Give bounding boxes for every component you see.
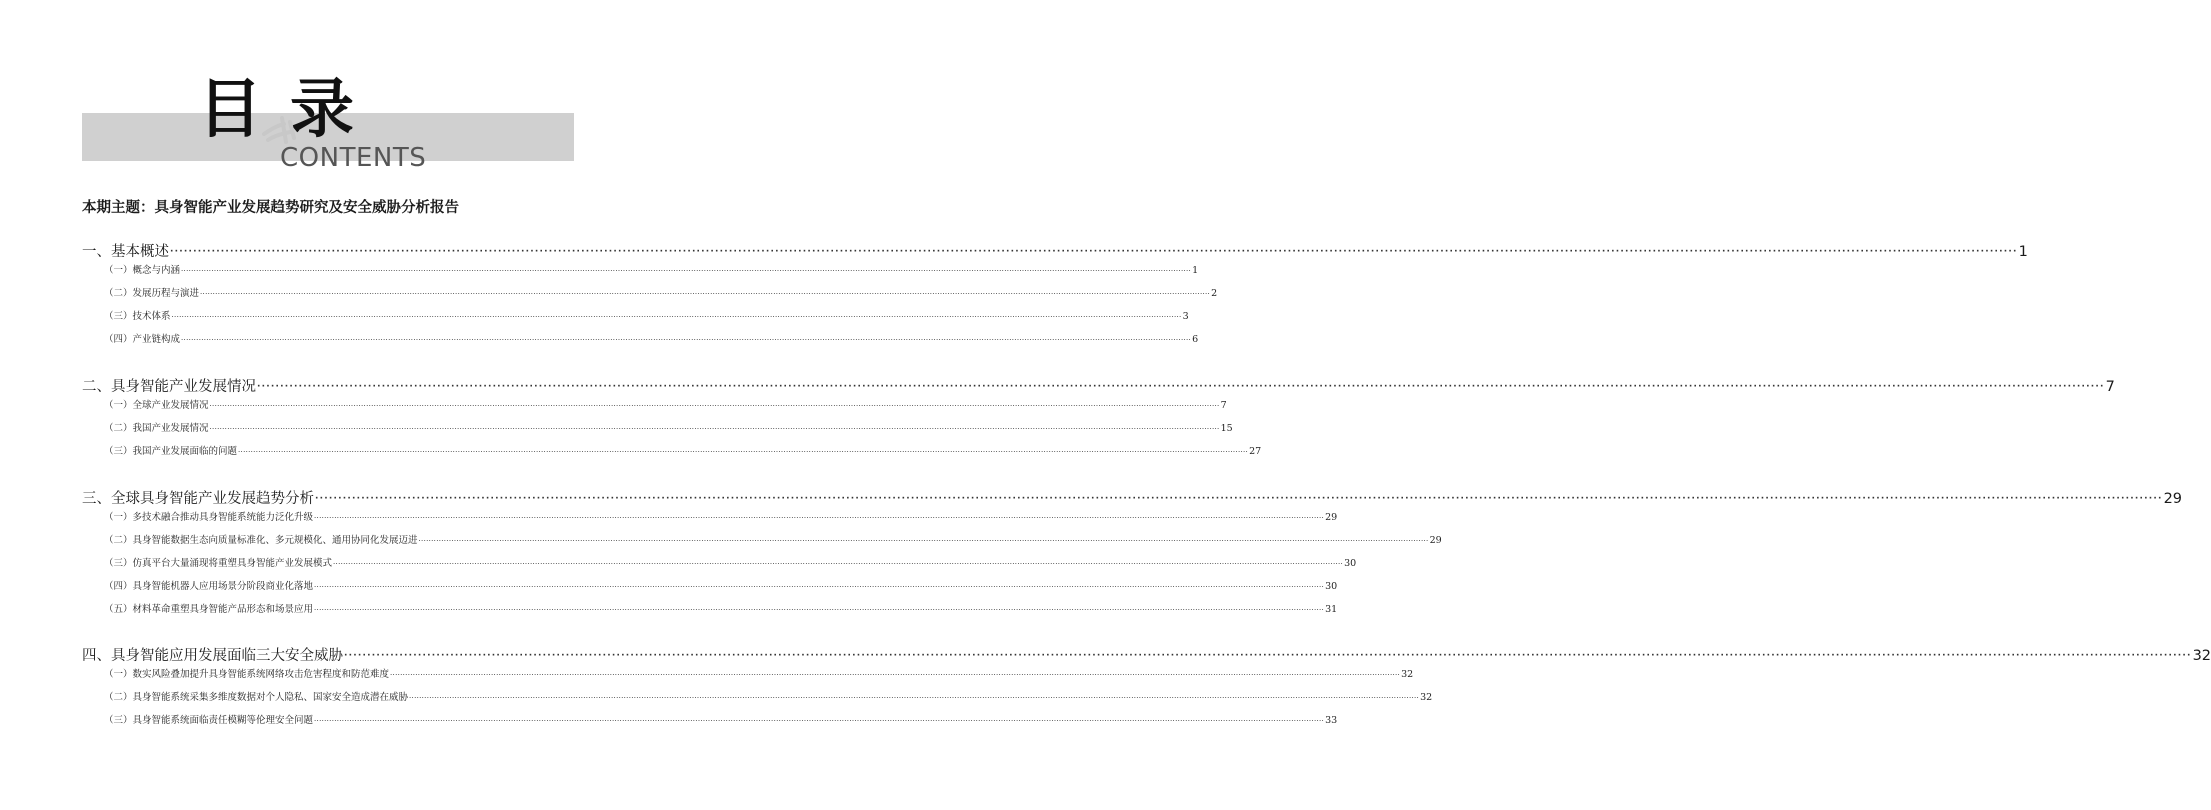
toc-page-number: 29 (2163, 491, 2183, 507)
toc-leader: ················································································································································································································································································································································································································ (209, 425, 1220, 433)
toc-section-title: 一、基本概述 (82, 244, 169, 260)
toc-section-title: 三、全球具身智能产业发展趋势分析 (82, 491, 314, 507)
toc-page-number: 29 (1429, 535, 1442, 546)
toc-leader: ················································································································································································································································································································································································································ (257, 382, 2105, 392)
toc-section-title: 四、具身智能应用发展面临三大安全威胁 (82, 648, 343, 664)
toc-page-number: 30 (1344, 558, 1357, 569)
toc-leader: ················································································································································································································································································································································································································ (314, 606, 1325, 614)
toc-page-number: 15 (1220, 423, 1233, 434)
toc-page-number: 1 (2018, 244, 2028, 260)
toc-item-title: （三）我国产业发展面临的问题 (104, 446, 238, 457)
toc-page-number: 1 (1192, 265, 1199, 276)
toc-leader: ················································································································································································································································································································································································································ (170, 247, 2018, 257)
toc-item[interactable] (82, 511, 1338, 525)
toc-section-title: 二、具身智能产业发展情况 (82, 379, 256, 395)
page-title-en: CONTENTS (280, 143, 427, 173)
toc-item[interactable] (82, 399, 1227, 413)
brush-decoration-icon (260, 112, 300, 146)
toc-leader: ················································································································································································································································································································································································································ (209, 402, 1220, 410)
toc-page-number: 31 (1325, 604, 1338, 615)
toc-item-title: （三）具身智能系统面临责任模糊等伦理安全问题 (104, 715, 314, 726)
toc-page-number: 29 (1325, 512, 1338, 523)
toc-page-number: 2 (1211, 288, 1218, 299)
toc-item-title: （二）具身智能数据生态向质量标准化、多元规模化、通用协同化发展迈进 (104, 535, 418, 546)
toc-item[interactable] (82, 668, 1414, 682)
toc-item[interactable] (82, 603, 1338, 617)
toc-leader: ················································································································································································································································································································································································································ (315, 494, 2163, 504)
toc-page-number: 32 (2192, 648, 2211, 664)
issue-theme-text: 具身智能产业发展趋势研究及安全威胁分析报告 (154, 199, 459, 216)
toc-item[interactable] (82, 691, 1433, 705)
toc-item-title: （四）产业链构成 (104, 334, 181, 345)
toc-item-title: （一）概念与内涵 (104, 265, 181, 276)
toc-page-number: 32 (1420, 692, 1433, 703)
toc-page-number: 6 (1192, 334, 1199, 345)
toc-page-number: 27 (1249, 446, 1262, 457)
toc-leader: ················································································································································································································································································································································································································ (314, 583, 1325, 591)
toc-item-title: （一）全球产业发展情况 (104, 400, 209, 411)
toc-leader: ················································································································································································································································································································································································································ (181, 267, 1192, 275)
toc-page-number: 3 (1182, 311, 1189, 322)
toc-section[interactable] (82, 377, 2115, 397)
toc-item[interactable] (82, 310, 1189, 324)
toc-leader: ················································································································································································································································································································································································································ (171, 313, 1182, 321)
toc-item-title: （三）仿真平台大量涌现将重塑具身智能产业发展模式 (104, 558, 333, 569)
toc-item-title: （二）具身智能系统采集多维度数据对个人隐私、国家安全造成潜在威胁 (104, 692, 409, 703)
toc-item[interactable] (82, 445, 1262, 459)
toc-leader: ················································································································································································································································································································································································································ (314, 717, 1325, 725)
toc-leader: ················································································································································································································································································································································································································ (409, 694, 1420, 702)
toc-item-title: （一）多技术融合推动具身智能系统能力泛化升级 (104, 512, 314, 523)
toc-item[interactable] (82, 557, 1357, 571)
toc-item-title: （三）技术体系 (104, 311, 171, 322)
toc-item-title: （二）发展历程与演进 (104, 288, 200, 299)
toc-item[interactable] (82, 287, 1218, 301)
issue-theme-label: 本期主题： (82, 200, 155, 216)
toc-leader: ················································································································································································································································································································································································································ (390, 671, 1401, 679)
toc-section[interactable] (82, 646, 2211, 666)
toc-item-title: （二）我国产业发展情况 (104, 423, 209, 434)
toc-item[interactable] (82, 714, 1338, 728)
issue-theme (82, 196, 502, 217)
toc-leader: ················································································································································································································································································································································································································ (200, 290, 1211, 298)
toc-item-title: （一）数实风险叠加提升具身智能系统网络攻击危害程度和防范难度 (104, 669, 390, 680)
toc-leader: ················································································································································································································································································································································································································ (333, 560, 1344, 568)
toc-item-title: （四）具身智能机器人应用场景分阶段商业化落地 (104, 581, 314, 592)
toc-page-number: 32 (1401, 669, 1414, 680)
toc-page-number: 7 (1220, 400, 1227, 411)
toc-section[interactable] (82, 489, 2183, 509)
toc-page-number: 30 (1325, 581, 1338, 592)
toc-leader: ················································································································································································································································································································································································································ (418, 537, 1429, 545)
toc-item[interactable] (82, 422, 1233, 436)
page-title: 目录 (198, 73, 382, 147)
toc-page-number: 7 (2105, 379, 2115, 395)
toc-section[interactable] (82, 242, 2028, 262)
toc-leader: ················································································································································································································································································································································································································ (238, 448, 1249, 456)
toc-leader: ················································································································································································································································································································································································································ (314, 514, 1325, 522)
toc-item[interactable] (82, 264, 1199, 278)
toc-leader: ················································································································································································································································································································································································································ (181, 336, 1192, 344)
toc-page-number: 33 (1325, 715, 1338, 726)
toc-item[interactable] (82, 580, 1338, 594)
toc-item[interactable] (82, 333, 1199, 347)
toc-item-title: （五）材料革命重塑具身智能产品形态和场景应用 (104, 604, 314, 615)
toc-leader: ················································································································································································································································································································································································································ (344, 651, 2192, 661)
toc-item[interactable] (82, 534, 1442, 548)
